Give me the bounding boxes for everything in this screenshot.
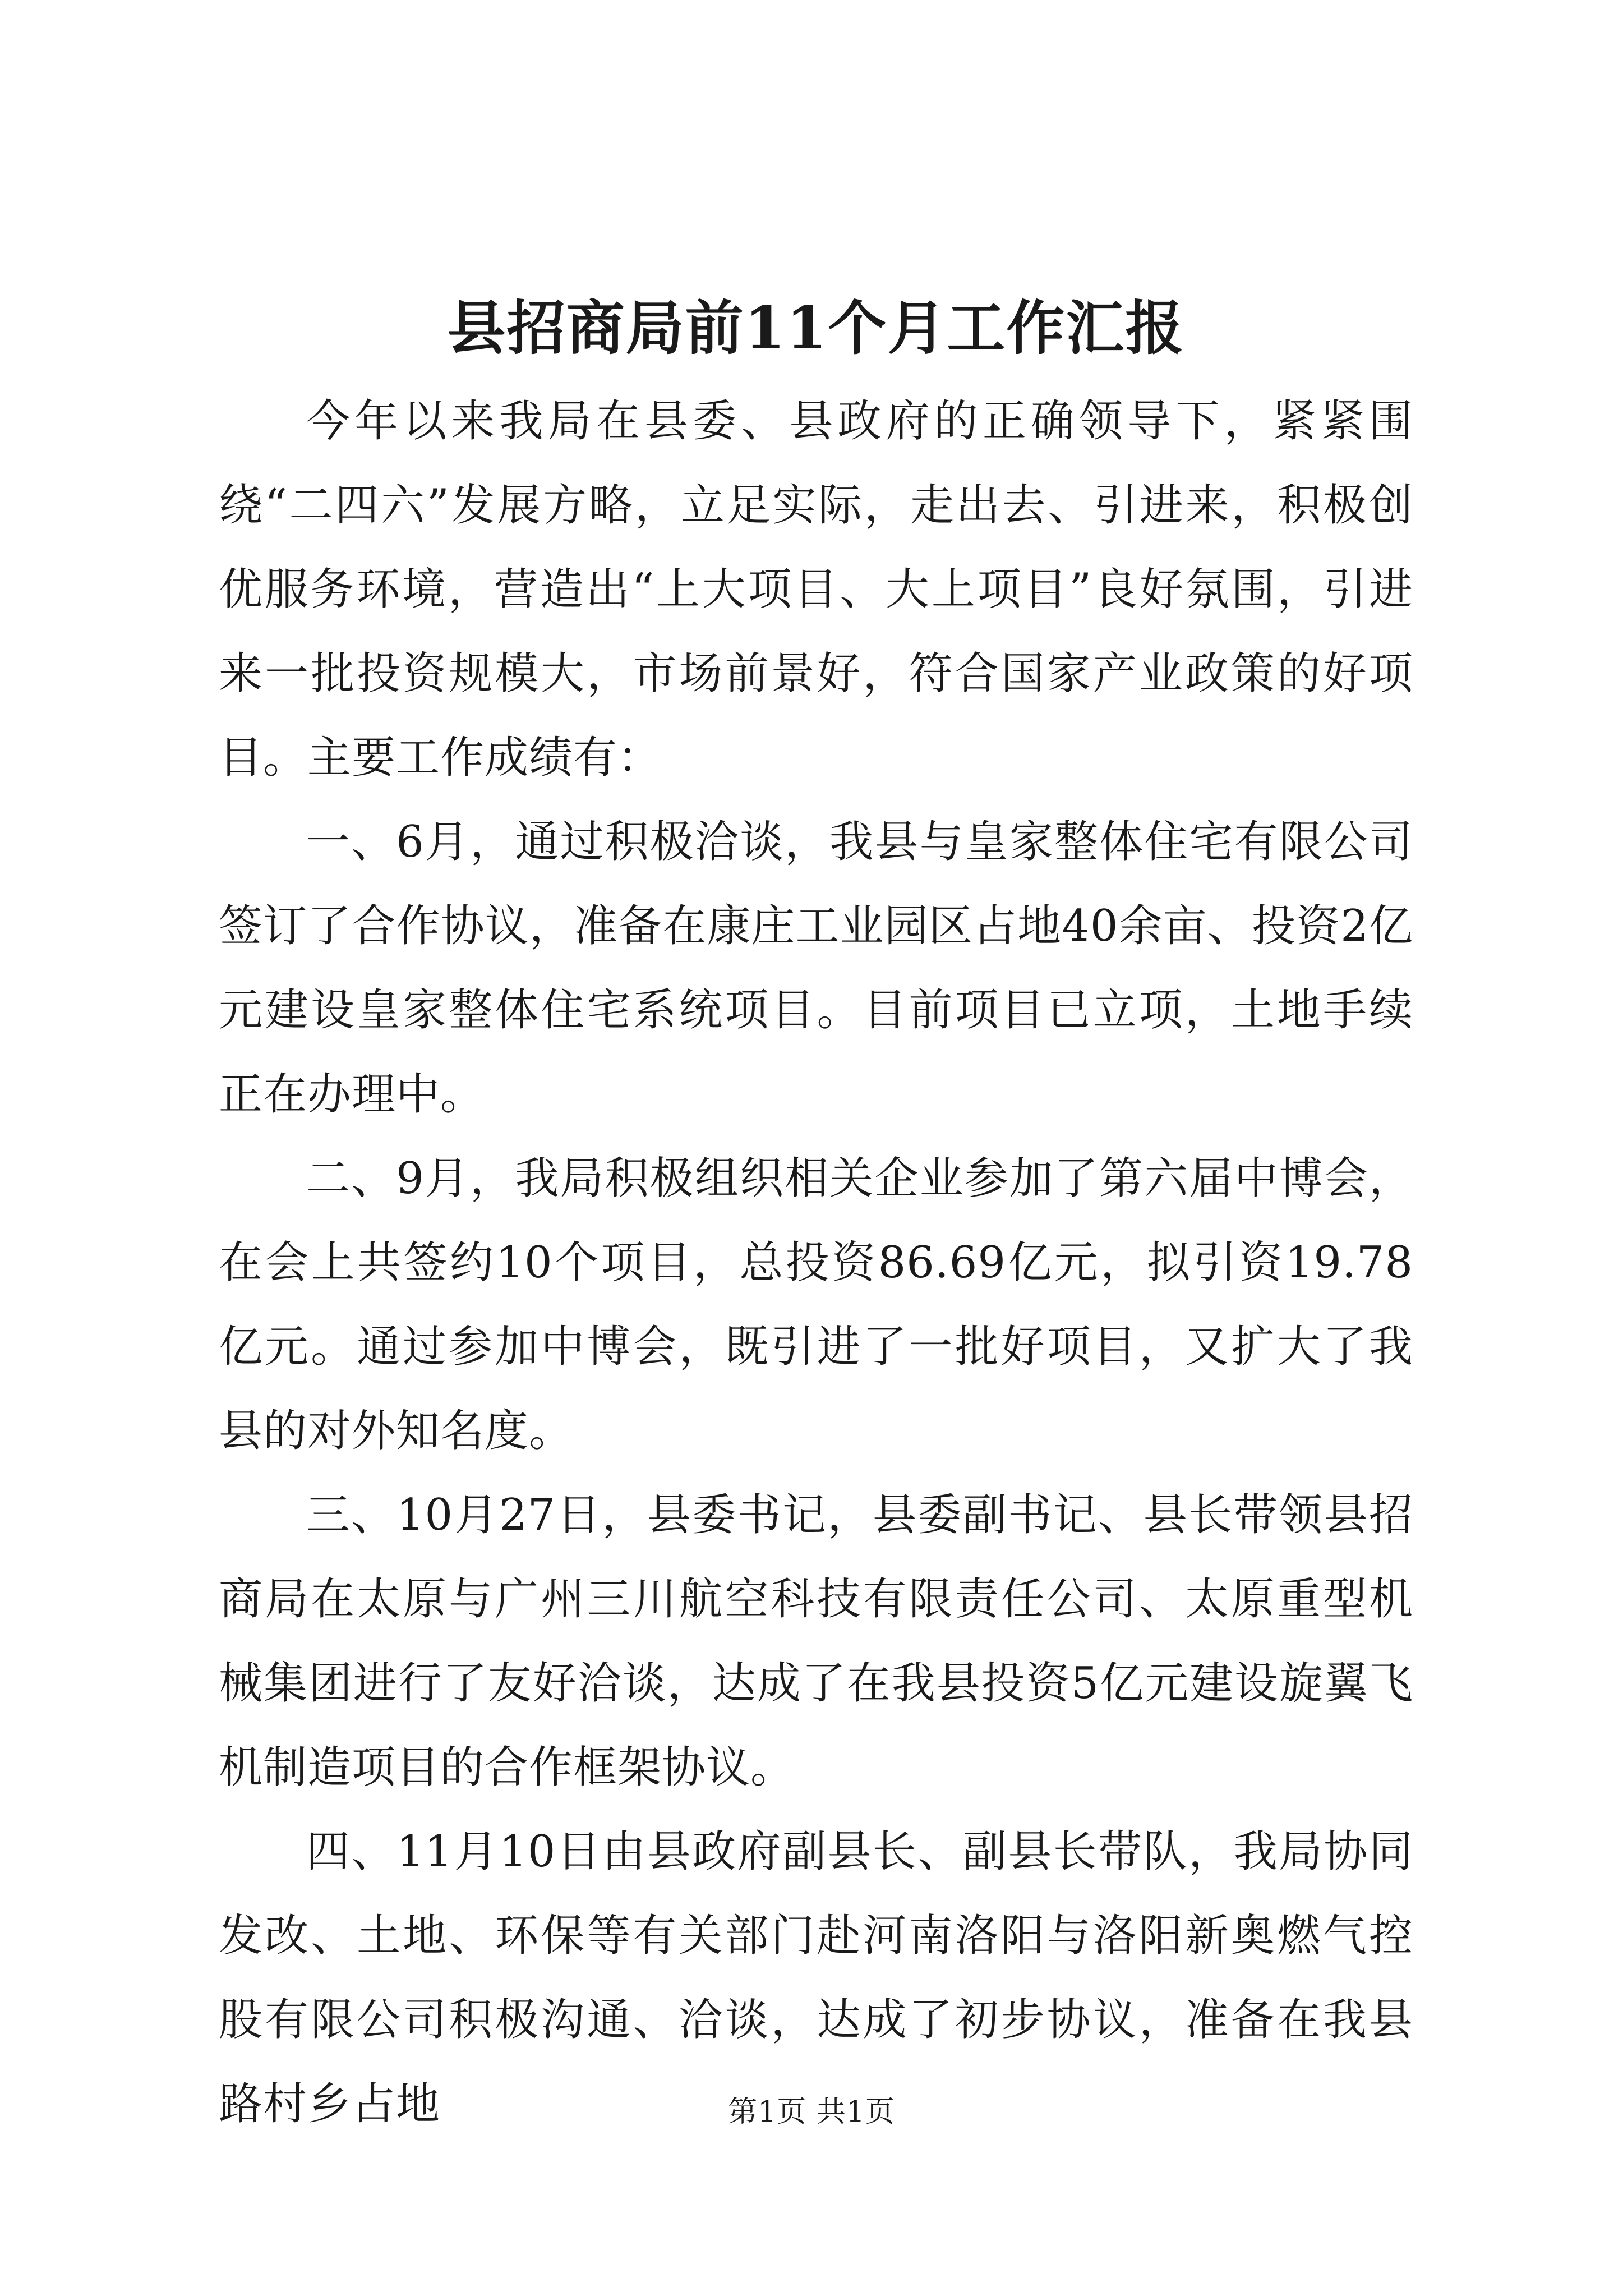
paragraph-item-4: 四、11月10日由县政府副县长、副县长带队，我局协同发改、土地、环保等有关部门赴河南洛阳与洛阳新奥燃气控股有限公司积极沟通、洽谈，达成了初步协议，准备在我县路村乡占地 xyxy=(219,1826,1413,2129)
page-footer: 第1页 共1页 xyxy=(728,2095,895,2129)
document-body xyxy=(219,292,1413,2146)
paragraph-intro: 今年以来我局在县委、县政府的正确领导下，紧紧围绕“二四六”发展方略，立足实际，走出去、引进来，积极创优服务环境，营造出“上大项目、大上项目”良好氛围，引进来一批投资规模大，市场前景好，符合国家产业政策的好项目。主要工作成绩有： xyxy=(219,396,1413,783)
document-title: 县招商局前11个月工作汇报 xyxy=(447,293,1185,362)
paragraph-item-3: 三、10月27日，县委书记，县委副书记、县长带领县招商局在太原与广州三川航空科技有限责任公司、太原重型机械集团进行了友好洽谈，达成了在我县投资5亿元建设旋翼飞机制造项目的合作框架协议。 xyxy=(219,1490,1413,1793)
paragraph-item-1: 一、6月，通过积极洽谈，我县与皇家整体住宅有限公司签订了合作协议，准备在康庄工业园区占地40余亩、投资2亿元建设皇家整体住宅系统项目。目前项目已立项，土地手续正在办理中。 xyxy=(219,817,1413,1120)
paragraph-item-2: 二、9月，我局积极组织相关企业参加了第六届中博会，在会上共签约10个项目，总投资86.69亿元，拟引资19.78亿元。通过参加中博会，既引进了一批好项目，又扩大了我县的对外知名度。 xyxy=(219,1153,1413,1456)
